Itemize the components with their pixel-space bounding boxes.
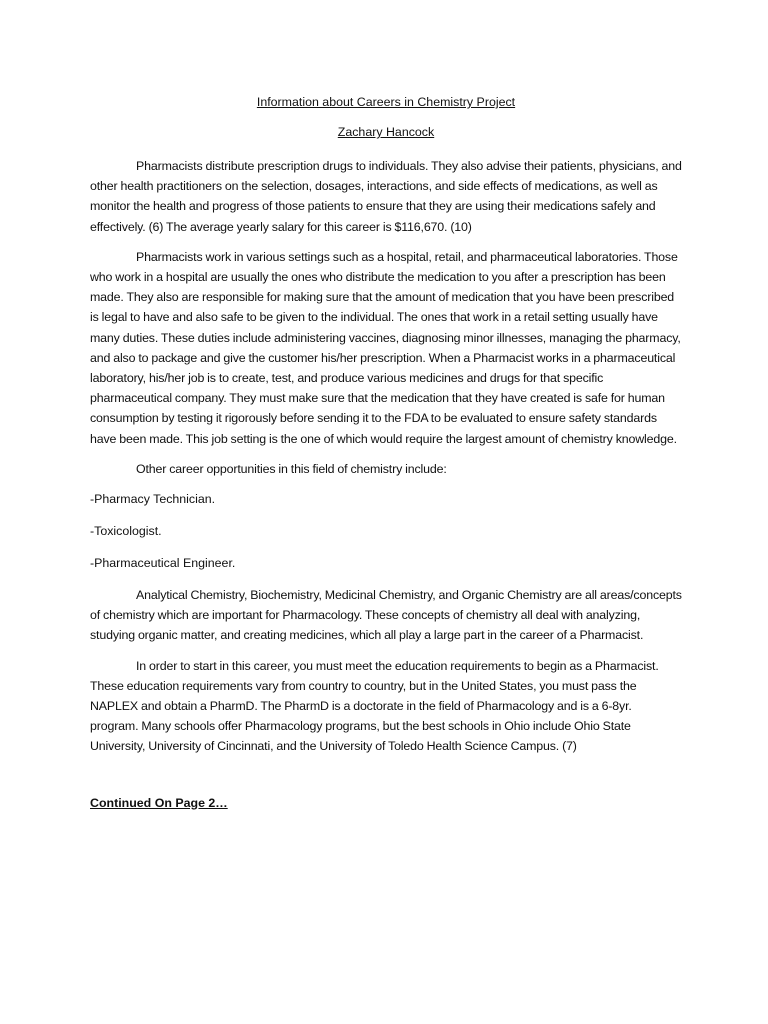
paragraph-other-careers: Other career opportunities in this field of chemistry include: — [136, 461, 447, 476]
document-title: Information about Careers in Chemistry Project — [256, 95, 516, 109]
paragraph-education-requirements: In order to start in this career, you must meet the education requirements to begin as a Pharmacist. These education requirements vary from country to country, but in the United States, you must pass the NAPLEX and obtain a PharmD. The PharmD is a doctorate in the field of Pharmacology and is a 6-8yr. program. Many schools offer Pharmacology programs, but the best schools in Ohio include Ohio State University, University of Cincinnati, and the University of Toledo Health Science Campus. (7) — [90, 658, 659, 754]
list-item-toxicologist: -Toxicologist. — [90, 524, 162, 539]
paragraph-work-settings: Pharmacists work in various settings such as a hospital, retail, and pharmaceutical laboratories. Those who work in a hospital are usually the ones who distribute the medication to you after a prescription has been made. They also are responsible for making sure that the amount of medication that you have been prescribed is legal to have and also safe to be given to the individual. The ones that work in a retail setting usually have many duties. These duties include administering vaccines, diagnosing minor illnesses, managing the pharmacy, and also to package and give the customer his/her prescription. When a Pharmacist works in a pharmaceutical laboratory, his/her job is to create, test, and produce various medicines and drugs for that specific pharmaceutical company. They must make sure that the medication that they have created is safe for human consumption by testing it rigorously before sending it to the FDA to be evaluated to ensure safety standards have been made. This job setting is the one of which would require the largest amount of chemistry knowledge. — [90, 249, 681, 446]
list-item-pharmacy-technician: -Pharmacy Technician. — [90, 492, 216, 507]
paragraph-pharmacist-duties: Pharmacists distribute prescription drugs to individuals. They also advise their patients, physicians, and other health practitioners on the selection, dosages, interactions, and side effects of medications, as well as monitor the health and progress of those patients to ensure that they are using their medications safely and effectively. (6) The average yearly salary for this career is $116,670. (10) — [90, 159, 682, 234]
list-item-pharmaceutical-engineer: -Pharmaceutical Engineer. — [90, 556, 236, 571]
paragraph-chemistry-concepts: Analytical Chemistry, Biochemistry, Medicinal Chemistry, and Organic Chemistry are all areas/concepts of chemistry which are important for Pharmacology. These concepts of chemistry all deal with analyzing, studying organic matter, and creating medicines, which all play a large part in the career of a Pharmacist. — [90, 588, 682, 643]
document-author: Zachary Hancock — [337, 125, 435, 139]
continued-link: Continued On Page 2… — [90, 795, 228, 810]
